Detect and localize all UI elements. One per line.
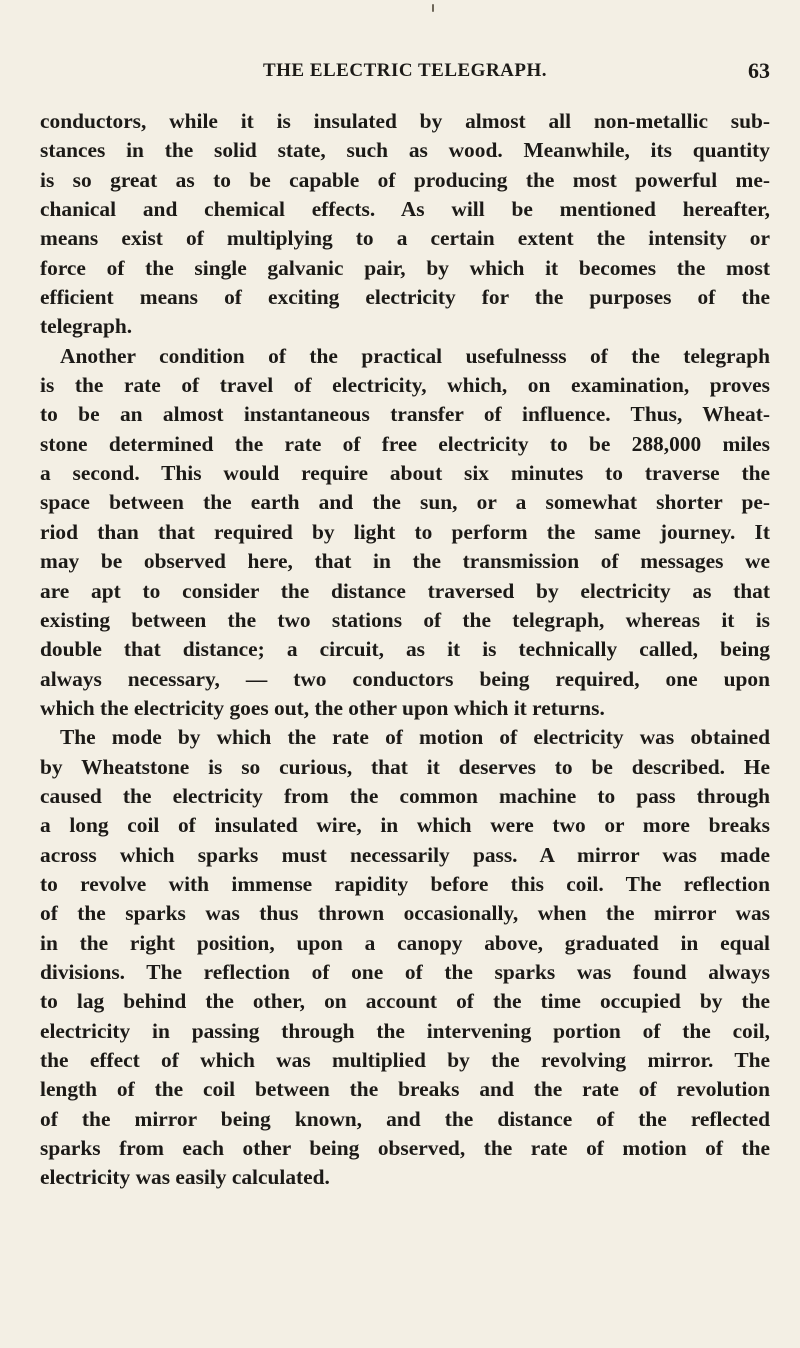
- text-line: space between the earth and the sun, or a somewhat shorter pe-: [40, 490, 770, 515]
- text-line: the effect of which was multiplied by the revolving mirror. The: [40, 1048, 770, 1072]
- text-line: are apt to consider the distance traversed by electricity as that: [40, 578, 770, 603]
- text-line: The mode by which the rate of motion of electricity was obtained: [60, 725, 770, 750]
- text-line: is so great as to be capable of producing the most powerful me-: [40, 167, 770, 192]
- text-line: electricity in passing through the intervening portion of the coil,: [40, 1018, 770, 1043]
- text-line: double that distance; a circuit, as it is technically called, being: [40, 637, 770, 662]
- text-line: telegraph.: [40, 314, 133, 339]
- text-line: efficient means of exciting electricity for the purposes of the: [40, 285, 770, 310]
- text-line: conductors, while it is insulated by almost all non-metallic sub-: [40, 109, 770, 133]
- text-line: chanical and chemical effects. As will be mentioned hereafter,: [40, 197, 770, 222]
- text-line: a long coil of insulated wire, in which were two or more breaks: [40, 813, 770, 838]
- text-line: a second. This would require about six minutes to traverse the: [40, 461, 770, 486]
- text-line: to be an almost instantaneous transfer of influence. Thus, Wheat-: [40, 402, 770, 427]
- running-head: [40, 58, 770, 88]
- text-line: existing between the two stations of the telegraph, whereas it is: [40, 607, 770, 632]
- text-line: of the sparks was thus thrown occasionally, when the mirror was: [40, 901, 770, 926]
- text-line: Another condition of the practical usefulnesss of the telegraph: [60, 343, 770, 368]
- text-line: divisions. The reflection of one of the sparks was found always: [40, 959, 770, 984]
- text-line: by Wheatstone is so curious, that it deserves to be described. He: [40, 754, 770, 779]
- text-line: to lag behind the other, on account of the time occupied by the: [40, 989, 770, 1014]
- text-line: riod than that required by light to perform the same journey. It: [40, 519, 770, 544]
- text-line: of the mirror being known, and the distance of the reflected: [40, 1106, 770, 1131]
- text-line: length of the coil between the breaks and the rate of revolution: [40, 1077, 770, 1102]
- text-line: electricity was easily calculated.: [40, 1165, 330, 1190]
- text-line: to revolve with immense rapidity before this coil. The reflection: [40, 871, 770, 896]
- page-number: 63: [748, 58, 770, 83]
- text-line: across which sparks must necessarily pass. A mirror was made: [40, 842, 770, 867]
- text-line: in the right position, upon a canopy above, graduated in equal: [40, 930, 770, 955]
- text-line: sparks from each other being observed, the rate of motion of the: [40, 1136, 770, 1161]
- text-line: stone determined the rate of free electricity to be 288,000 miles: [40, 431, 770, 456]
- running-title: THE ELECTRIC TELEGRAPH.: [262, 60, 548, 81]
- text-line: is the rate of travel of electricity, which, on examination, proves: [40, 373, 770, 398]
- text-line: stances in the solid state, such as wood. Meanwhile, its quantity: [40, 138, 770, 163]
- body-text: [40, 107, 770, 1193]
- text-line: which the electricity goes out, the other upon which it returns.: [40, 695, 605, 720]
- text-line: may be observed here, that in the transmission of messages we: [40, 549, 770, 574]
- print-speck: [432, 4, 434, 12]
- text-line: always necessary, — two conductors being required, one upon: [40, 666, 770, 691]
- text-line: force of the single galvanic pair, by which it becomes the most: [40, 255, 770, 280]
- text-line: caused the electricity from the common machine to pass through: [40, 783, 770, 808]
- text-line: means exist of multiplying to a certain extent the intensity or: [40, 226, 770, 251]
